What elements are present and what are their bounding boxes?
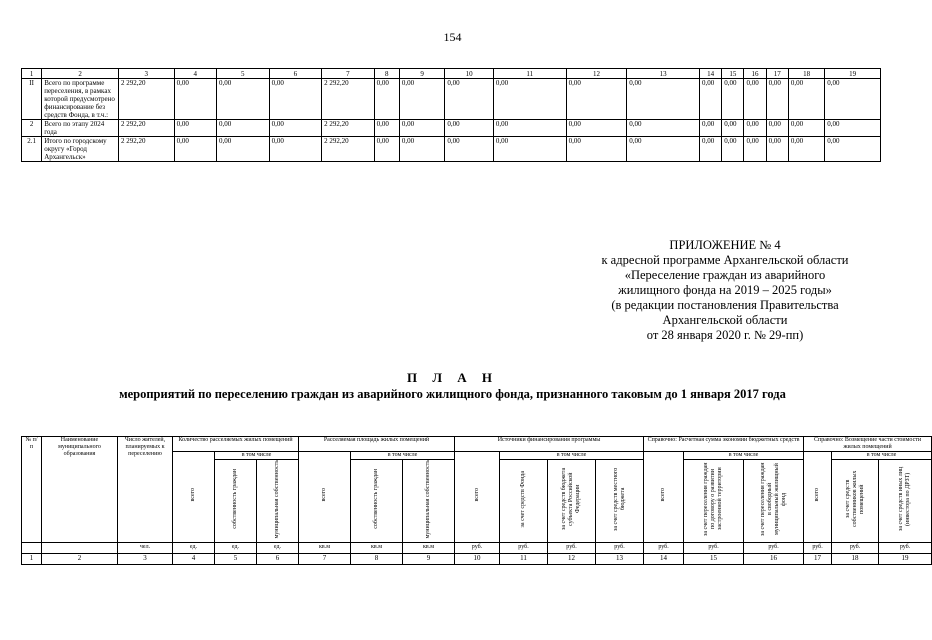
row-label: Итого по городскому округу «Город Архангельск»: [42, 137, 119, 162]
column-number: 3: [118, 553, 173, 564]
cell-value: 0,00: [627, 79, 700, 120]
table-row: [22, 120, 881, 137]
appendix-heading: [560, 238, 890, 343]
cell-value: 2 292,20: [119, 137, 175, 162]
cell-value: 0,00: [766, 137, 788, 162]
appendix-line: ПРИЛОЖЕНИЕ № 4: [669, 238, 781, 252]
column-number: 7: [322, 69, 375, 79]
table-row: [22, 79, 881, 120]
header-incl: в том числе: [832, 452, 932, 460]
column-number: 19: [825, 69, 881, 79]
unit-label: руб.: [500, 542, 548, 553]
header-area-mun: муниципальная собственность: [403, 460, 455, 543]
cell-value: 0,00: [788, 79, 824, 120]
header-economy-total: всего: [644, 452, 684, 543]
column-number: 7: [299, 553, 351, 564]
column-numbers-row: [22, 553, 932, 564]
cell-value: 0,00: [627, 137, 700, 162]
appendix-line: от 28 января 2020 г. № 29-пп): [646, 328, 804, 342]
header-residents: Число жителей, планируемых к переселению: [118, 437, 173, 543]
column-number: 4: [173, 553, 215, 564]
header-area: Расселяемая площадь жилых помещений: [299, 437, 455, 452]
cell-value: 0,00: [566, 79, 627, 120]
unit-label: чел.: [118, 542, 173, 553]
table1-header-row: [22, 69, 881, 79]
column-number: 10: [445, 69, 494, 79]
header-rooms-own: собственность граждан: [215, 460, 257, 543]
cell-value: 0,00: [174, 79, 216, 120]
column-number: 6: [257, 553, 299, 564]
column-number: 18: [832, 553, 879, 564]
continued-table: [21, 68, 881, 162]
cell-value: 0,00: [744, 137, 766, 162]
column-number: 12: [548, 553, 596, 564]
cell-value: 0,00: [566, 137, 627, 162]
cell-value: 0,00: [766, 79, 788, 120]
cell-value: 0,00: [700, 137, 722, 162]
cell-value: 0,00: [445, 120, 494, 137]
unit-label: кв.м: [351, 542, 403, 553]
appendix-line: к адресной программе Архангельской области: [601, 253, 849, 267]
plan-title: П Л А Н: [406, 370, 499, 385]
column-number: 17: [804, 553, 832, 564]
cell-value: 2 292,20: [119, 120, 175, 137]
header-economy-2: за счет переселения граждан в свободный муниципальный жилищный фонд: [744, 460, 804, 543]
header-incl: в том числе: [500, 452, 644, 460]
row-label: Всего по этапу 2024 года: [42, 120, 119, 137]
column-number: 16: [744, 553, 804, 564]
header-subject-budget: за счет средств бюджета субъекта Российской Федерации: [548, 460, 596, 543]
cell-value: 0,00: [788, 120, 824, 137]
page-number: 154: [443, 30, 462, 44]
appendix-line: (в редакции постановления Правительства: [611, 298, 839, 312]
header-fund: за счет средств Фонда: [500, 460, 548, 543]
header-municipality: Наименование муниципального образования: [42, 437, 118, 543]
header-economy-1: за счет переселения граждан по договору о развитии застроенной территории: [684, 460, 744, 543]
unit-label: руб.: [644, 542, 684, 553]
header-reimb-1: за счет средств собственников жилых помещений: [832, 460, 879, 543]
unit-label: руб.: [548, 542, 596, 553]
appendix-line: Архангельской области: [662, 313, 788, 327]
column-number: 12: [566, 69, 627, 79]
cell-value: 0,00: [445, 137, 494, 162]
cell-value: 0,00: [722, 137, 744, 162]
cell-value: 0,00: [374, 79, 399, 120]
cell-value: 0,00: [722, 79, 744, 120]
column-number: 8: [351, 553, 403, 564]
cell-value: 0,00: [217, 120, 270, 137]
cell-value: 2 292,20: [119, 79, 175, 120]
column-number: 6: [269, 69, 322, 79]
unit-label: кв.м: [299, 542, 351, 553]
cell-value: 0,00: [766, 120, 788, 137]
cell-value: 0,00: [722, 120, 744, 137]
unit-label: руб.: [596, 542, 644, 553]
column-number: 9: [399, 69, 444, 79]
header-rooms: Количество расселяемых жилых помещений: [173, 437, 299, 452]
cell-value: 0,00: [374, 137, 399, 162]
plan-table: [21, 436, 932, 565]
column-number: 2: [42, 69, 119, 79]
cell-value: 0,00: [566, 120, 627, 137]
row-number: 2.1: [22, 137, 42, 162]
column-number: 1: [22, 69, 42, 79]
header-reimb-2: за счет средств иных лиц (инвестора по ДРЗТ): [879, 460, 932, 543]
unit-label: ед.: [215, 542, 257, 553]
cell-value: 0,00: [700, 79, 722, 120]
header-reimb-total: всего: [804, 452, 832, 543]
cell-value: 0,00: [399, 79, 444, 120]
unit-label: руб.: [744, 542, 804, 553]
appendix-line: «Переселение граждан из аварийного: [624, 268, 826, 282]
column-number: 11: [493, 69, 566, 79]
cell-value: 0,00: [269, 120, 322, 137]
column-number: 15: [722, 69, 744, 79]
column-number: 18: [788, 69, 824, 79]
unit-label: руб.: [832, 542, 879, 553]
header-incl: в том числе: [351, 452, 455, 460]
header-local-budget: за счет средств местного бюджета: [596, 460, 644, 543]
row-label: Всего по программе переселения, в рамках которой предусмотрено финансирование без средств Фонда, в т.ч.:: [42, 79, 119, 120]
cell-value: 0,00: [744, 120, 766, 137]
header-economy: Справочно: Расчетная сумма экономии бюджетных средств: [644, 437, 804, 452]
cell-value: 2 292,20: [322, 79, 375, 120]
column-number: 5: [217, 69, 270, 79]
cell-value: 0,00: [217, 79, 270, 120]
header-incl: в том числе: [684, 452, 804, 460]
header-sources: Источники финансирования программы: [455, 437, 644, 452]
cell-value: 0,00: [269, 79, 322, 120]
header-sources-total: всего: [455, 452, 500, 543]
column-number: 5: [215, 553, 257, 564]
column-number: 9: [403, 553, 455, 564]
cell-value: 0,00: [217, 137, 270, 162]
cell-value: 0,00: [627, 120, 700, 137]
row-number: 2: [22, 120, 42, 137]
cell-value: 0,00: [493, 137, 566, 162]
column-number: 16: [744, 69, 766, 79]
column-number: 14: [700, 69, 722, 79]
table-row: [22, 137, 881, 162]
units-empty: [22, 542, 42, 553]
cell-value: 0,00: [445, 79, 494, 120]
header-area-total: всего: [299, 452, 351, 543]
column-number: 1: [22, 553, 42, 564]
cell-value: 0,00: [744, 79, 766, 120]
cell-value: 0,00: [399, 137, 444, 162]
cell-value: 0,00: [269, 137, 322, 162]
cell-value: 2 292,20: [322, 137, 375, 162]
column-number: 2: [42, 553, 118, 564]
header-incl: в том числе: [215, 452, 299, 460]
column-number: 13: [596, 553, 644, 564]
column-number: 17: [766, 69, 788, 79]
cell-value: 0,00: [825, 137, 881, 162]
header-area-own: собственность граждан: [351, 460, 403, 543]
column-number: 13: [627, 69, 700, 79]
unit-label: руб.: [804, 542, 832, 553]
units-empty: [42, 542, 118, 553]
cell-value: 0,00: [700, 120, 722, 137]
cell-value: 0,00: [493, 120, 566, 137]
unit-label: руб.: [879, 542, 932, 553]
cell-value: 0,00: [825, 79, 881, 120]
plan-subtitle: мероприятий по переселению граждан из аварийного жилищного фонда, признанного таковым до 1 января 2017 года: [119, 387, 786, 401]
cell-value: 0,00: [174, 137, 216, 162]
cell-value: 0,00: [493, 79, 566, 120]
unit-label: ед.: [257, 542, 299, 553]
column-number: 15: [684, 553, 744, 564]
column-number: 10: [455, 553, 500, 564]
header-rooms-total: всего: [173, 452, 215, 543]
header-reimbursement: Справочно: Возмещение части стоимости жилых помещений: [804, 437, 932, 452]
unit-label: ед.: [173, 542, 215, 553]
cell-value: 0,00: [174, 120, 216, 137]
plan-header-row-1: [22, 437, 932, 452]
row-number: II: [22, 79, 42, 120]
unit-label: руб.: [455, 542, 500, 553]
units-row: [22, 542, 932, 553]
column-number: 14: [644, 553, 684, 564]
column-number: 19: [879, 553, 932, 564]
header-rooms-mun: муниципальная собственность: [257, 460, 299, 543]
cell-value: 0,00: [374, 120, 399, 137]
cell-value: 0,00: [399, 120, 444, 137]
header-num: № п/п: [22, 437, 42, 543]
column-number: 11: [500, 553, 548, 564]
cell-value: 2 292,20: [322, 120, 375, 137]
unit-label: руб.: [684, 542, 744, 553]
cell-value: 0,00: [788, 137, 824, 162]
unit-label: кв.м: [403, 542, 455, 553]
column-number: 4: [174, 69, 216, 79]
column-number: 8: [374, 69, 399, 79]
column-number: 3: [119, 69, 175, 79]
cell-value: 0,00: [825, 120, 881, 137]
appendix-line: жилищного фонда на 2019 – 2025 годы»: [618, 283, 832, 297]
